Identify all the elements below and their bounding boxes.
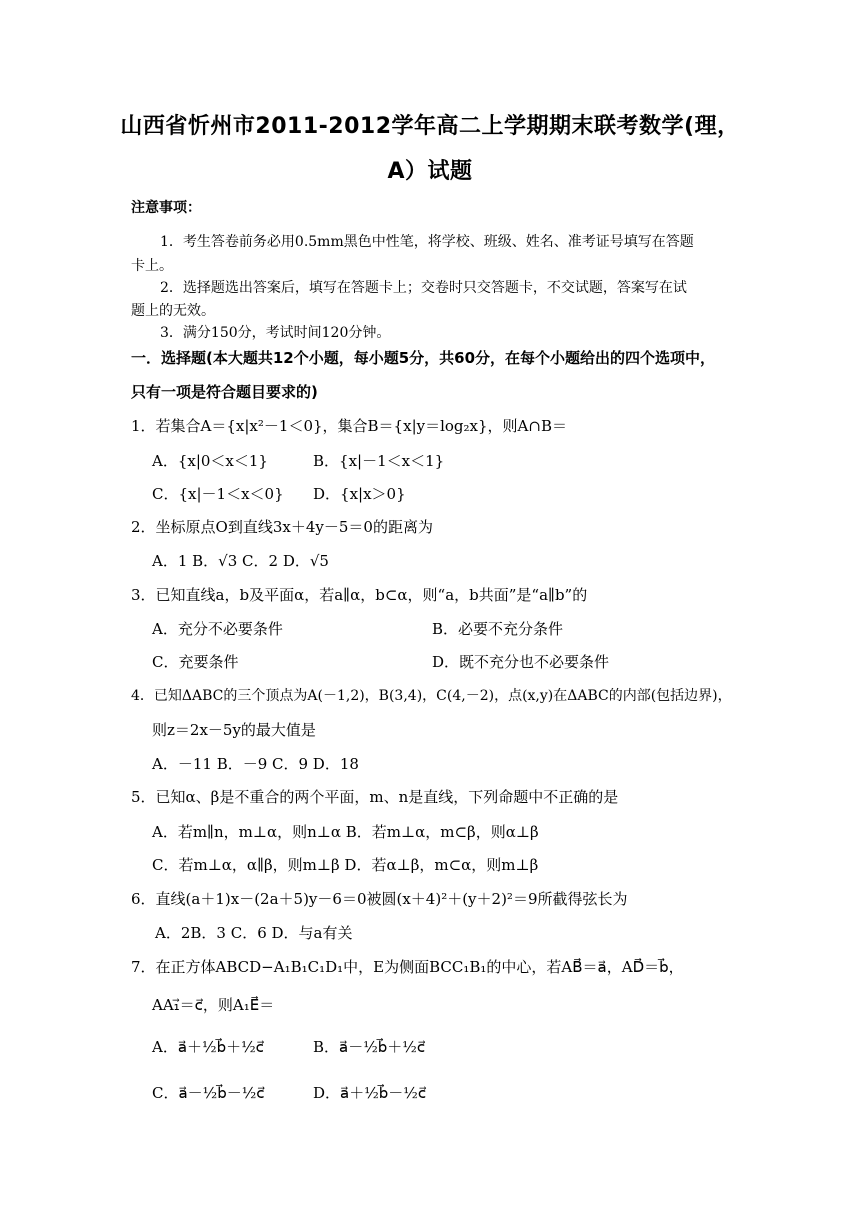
question-5-stem: 5．已知α、β是不重合的两个平面，m、n是直线，下列命题中不正确的是 bbox=[131, 788, 619, 806]
question-5-options-cd: C．若m⊥α，α∥β，则m⊥β D．若α⊥β，m⊂α，则m⊥β bbox=[152, 856, 539, 874]
section-heading-line-2: 只有一项是符合题目要求的) bbox=[131, 383, 318, 401]
question-7-stem-line-1: 7．在正方体ABCD−A₁B₁C₁D₁中，E为侧面BCC₁B₁的中心，若AB⃗＝a⃗，AD⃗＝b⃗， bbox=[131, 958, 684, 976]
question-6-options: A．2B．3 C．6 D．与a有关 bbox=[155, 924, 353, 942]
question-3-option-b: B．必要不充分条件 bbox=[432, 620, 564, 638]
question-1-stem: 1．若集合A＝{x|x²－1＜0}，集合B＝{x|y＝log₂x}，则A∩B＝ bbox=[131, 417, 567, 435]
question-3-option-a: A．充分不必要条件 bbox=[152, 620, 283, 638]
question-4-options: A．－11 B．－9 C．9 D．18 bbox=[152, 755, 359, 773]
notice-item-2b: 题上的无效。 bbox=[131, 303, 215, 319]
question-7-option-c: C．a⃗－½b⃗－½c⃗ bbox=[152, 1084, 265, 1102]
question-6-stem: 6．直线(a＋1)x－(2a＋5)y－6＝0被圆(x＋4)²＋(y＋2)²＝9所截得弦长为 bbox=[131, 890, 628, 908]
question-1-option-a: A．{x|0＜x＜1} bbox=[152, 452, 268, 470]
question-2-stem: 2．坐标原点O到直线3x＋4y－5＝0的距离为 bbox=[131, 518, 433, 536]
question-7-stem-line-2: AA₁⃗＝c⃗，则A₁E⃗＝ bbox=[152, 996, 275, 1014]
question-1-option-b: B．{x|－1＜x＜1} bbox=[313, 452, 445, 470]
question-2-options: A．1 B．√3 C．2 D．√5 bbox=[152, 552, 329, 570]
notice-item-2a: 2．选择题选出答案后，填写在答题卡上；交卷时只交答题卡，不交试题，答案写在试 bbox=[160, 280, 687, 296]
question-7-option-d: D．a⃗＋½b⃗－½c⃗ bbox=[313, 1084, 427, 1102]
question-7-option-a: A．a⃗＋½b⃗＋½c⃗ bbox=[152, 1038, 264, 1056]
question-3-option-d: D．既不充分也不必要条件 bbox=[432, 653, 610, 671]
question-4-stem-line-2: 则z＝2x－5y的最大值是 bbox=[152, 721, 316, 739]
question-1-option-d: D．{x|x＞0} bbox=[313, 485, 406, 503]
page-title-line-1: 山西省忻州市2011-2012学年高二上学期期末联考数学(理， bbox=[120, 114, 740, 139]
notice-item-1b: 卡上。 bbox=[131, 258, 173, 274]
notice-item-3: 3．满分150分，考试时间120分钟。 bbox=[160, 325, 391, 341]
question-3-stem: 3．已知直线a，b及平面α，若a∥α，b⊂α，则“a，b共面”是“a∥b”的 bbox=[131, 586, 588, 604]
notice-heading: 注意事项： bbox=[131, 200, 201, 216]
section-heading-line-1: 一．选择题(本大题共12个小题，每小题5分，共60分，在每个小题给出的四个选项中， bbox=[131, 349, 716, 367]
question-1-option-c: C．{x|－1＜x＜0} bbox=[152, 485, 284, 503]
question-4-stem-line-1: 4．已知ΔABC的三个顶点为A(－1,2)，B(3,4)，C(4,－2)，点(x,y)在ΔABC的内部(包括边界)， bbox=[131, 688, 732, 704]
question-7-option-b: B．a⃗－½b⃗＋½c⃗ bbox=[313, 1038, 426, 1056]
notice-item-1a: 1．考生答卷前务必用0.5mm黑色中性笔，将学校、班级、姓名、准考证号填写在答题 bbox=[160, 234, 694, 250]
page-title-line-2: A）试题 bbox=[387, 159, 473, 184]
question-5-options-ab: A．若m∥n，m⊥α，则n⊥α B．若m⊥α，m⊂β，则α⊥β bbox=[152, 823, 539, 841]
question-3-option-c: C．充要条件 bbox=[152, 653, 239, 671]
